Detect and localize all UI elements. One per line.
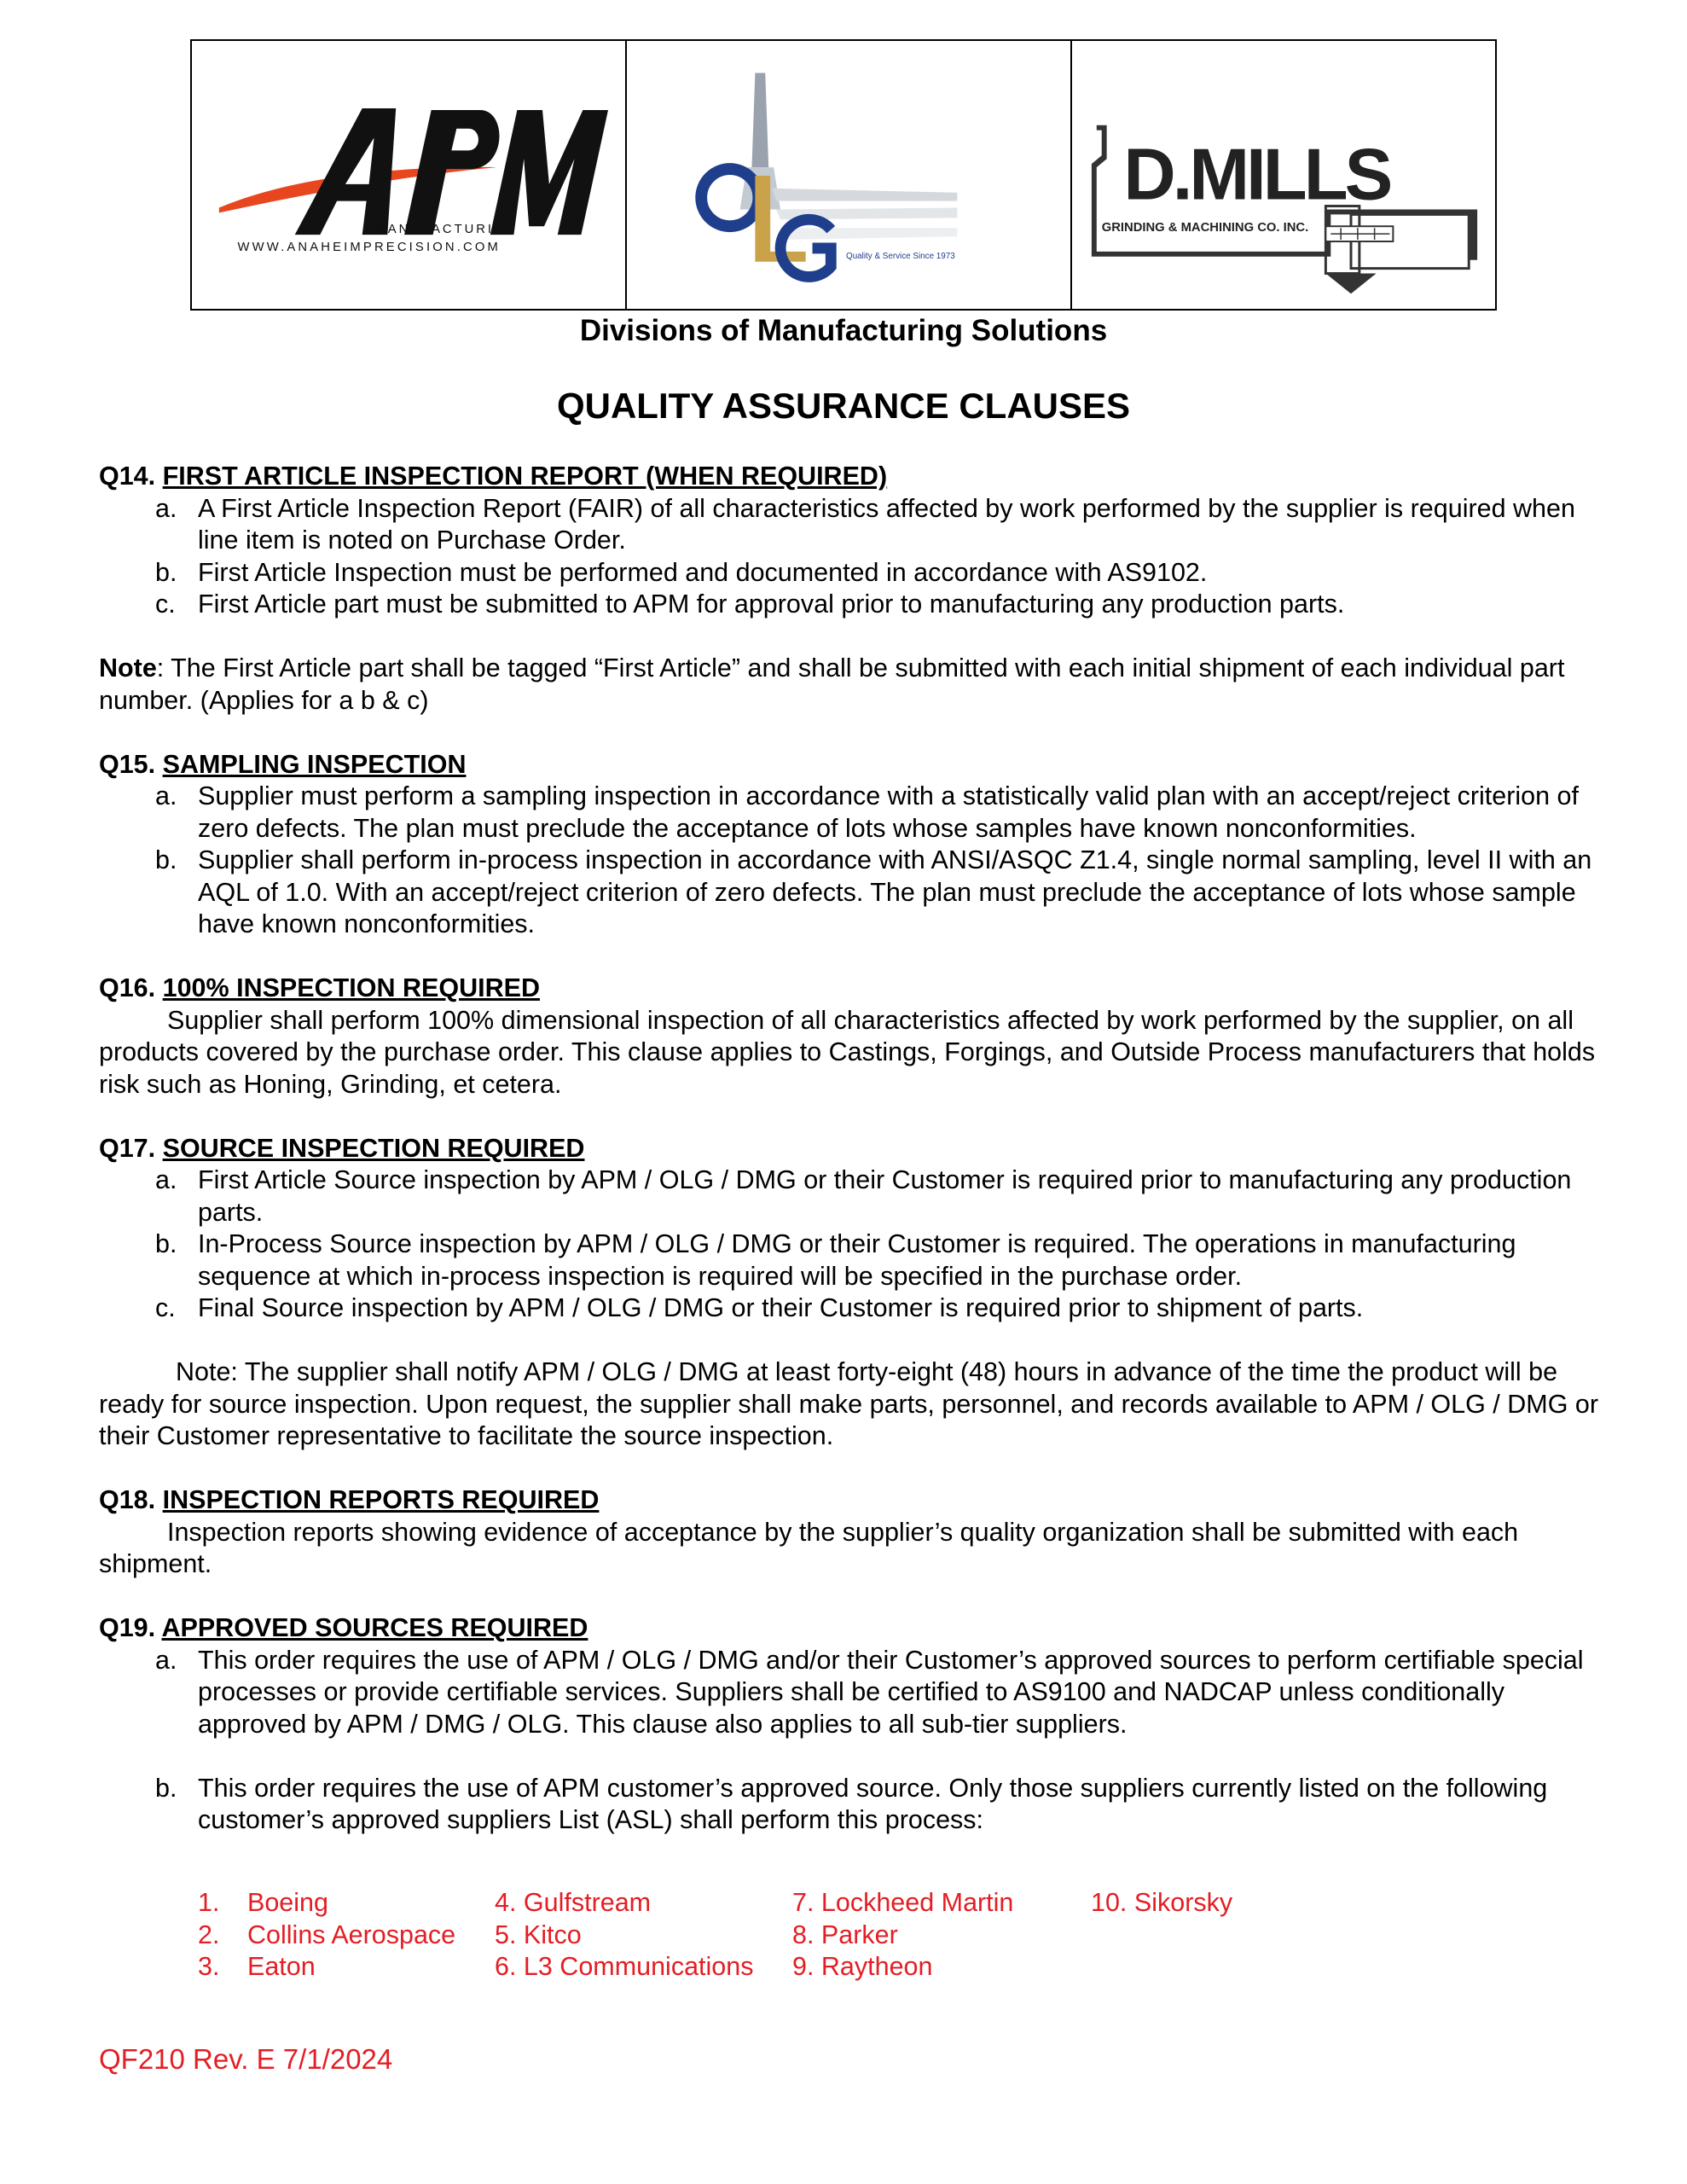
list-item [99,781,1600,845]
clause-text: Inspection reports showing evidence of acceptance by the supplier’s quality organization shall be submitted with each shipment. [99,1517,1519,1578]
clause-title: APPROVED SOURCES REQUIRED [161,1613,588,1642]
olg-tagline: Quality & Service Since 1973 [846,251,955,261]
item-label: a. [155,781,177,810]
clause-note [99,653,1600,717]
clause-q15 [99,749,1600,941]
divisions-heading: Divisions of Manufacturing Solutions [579,314,1108,347]
clause-heading [99,1612,1600,1645]
item-label: a. [155,1645,177,1675]
dmills-logo [1072,41,1495,309]
item-label: b. [155,1229,177,1258]
apm-logo-url: WWW.ANAHEIMPRECISION.COM [237,240,501,254]
olg-logo [627,41,1072,309]
asl-entry: 10. Sikorsky [1091,1888,1233,1917]
asl-column [495,1887,792,1984]
clause-q14 [99,461,1600,717]
asl-entry: 9. Raytheon [792,1952,933,1981]
item-label: b. [155,557,177,587]
clause-q18 [99,1484,1600,1581]
asl-column [198,1887,495,1984]
asl-entry: 3. Eaton [198,1952,316,1981]
dmills-name: D.MILLS [1123,133,1390,215]
clause-q16 [99,973,1600,1101]
clause-number: Q19. [99,1613,156,1642]
clause-text: Supplier shall perform 100% dimensional inspection of all characteristics affected by work performed by the supplier, on all products covered by the purchase order. This clause applies to Castings, Forgings, and Outside Process manufacturers that holds risk such as Honing, Grinding, et cetera. [99,1005,1596,1099]
asl-entry: 2. Collins Aerospace [198,1920,456,1949]
list-item [99,1228,1600,1292]
approved-supplier-list [198,1887,1261,1984]
item-label: a. [155,493,177,523]
list-item [99,589,1600,621]
item-text: First Article Source inspection by APM / OLG / DMG or their Customer is required prior to manufacturing any production parts. [198,1165,1572,1227]
dmills-sub: GRINDING & MACHINING CO. INC. [1101,221,1309,235]
item-text: Supplier shall perform in-process inspection in accordance with ANSI/ASQC Z1.4, single normal sampling, level II with an AQL of 1.0. With an accept/reject criterion of zero defects. The plan must preclude the acceptance of lots whose sample have known nonconformities. [198,845,1592,938]
asl-entry: 5. Kitco [495,1920,582,1949]
clause-number: Q14. [99,462,156,491]
clause-title: SAMPLING INSPECTION [162,749,467,779]
clause-heading [99,973,1600,1005]
list-item [99,1645,1600,1741]
page-title: QUALITY ASSURANCE CLAUSES [556,386,1131,426]
item-label: c. [155,590,176,619]
list-item [99,845,1600,941]
asl-entry: 8. Parker [792,1920,898,1949]
logo-table [190,39,1497,311]
item-text: Supplier must perform a sampling inspection in accordance with a statistically valid plan with an accept/reject criterion of zero defects. The plan must preclude the acceptance of lots whose samples have known nonconformities. [198,781,1579,843]
clause-title: FIRST ARTICLE INSPECTION REPORT (WHEN REQUIRED) [162,462,888,491]
list-item [99,1773,1600,1837]
clause-number: Q17. [99,1133,156,1163]
list-item [99,1292,1600,1325]
clause-number: Q16. [99,973,156,1002]
item-text: This order requires the use of APM customer’s approved source. Only those suppliers currently listed on the following customer’s approved suppliers List (ASL) shall perform this process: [198,1773,1548,1834]
item-text: Final Source inspection by APM / OLG / DMG or their Customer is required prior to shipment of parts. [198,1293,1364,1322]
asl-entry: 1. Boeing [198,1888,328,1917]
clause-q19 [99,1612,1600,1837]
clause-title: 100% INSPECTION REQUIRED [162,973,540,1002]
olg-logo-graphic [627,41,1070,309]
clause-number: Q18. [99,1485,156,1514]
list-item [99,1165,1600,1228]
item-text: A First Article Inspection Report (FAIR) of all characteristics affected by work performed by the supplier is required when line item is noted on Purchase Order. [198,493,1575,555]
clause-heading [99,1484,1600,1517]
asl-entry: 4. Gulfstream [495,1888,652,1917]
apm-logo-graphic [192,41,625,309]
form-revision: QF210 Rev. E 7/1/2024 [99,2043,393,2075]
item-text: In-Process Source inspection by APM / OLG / DMG or their Customer is required. The operations in manufacturing sequence at which in-process inspection is required will be specified in the purchase order. [198,1229,1516,1291]
clauses-content [99,461,1600,1837]
item-label: a. [155,1165,177,1194]
list-item [99,493,1600,557]
item-text: This order requires the use of APM / OLG / DMG and/or their Customer’s approved sources to perform certifiable special processes or provide certifiable services. Suppliers shall be certified to AS9100 and NADCAP unless conditionally approved by APM / DMG / OLG. This clause also applies to all sub-tier suppliers. [198,1645,1584,1739]
clause-heading [99,749,1600,781]
asl-entry: 6. L3 Communications [495,1952,754,1981]
asl-column [1091,1887,1261,1984]
clause-note: Note: The supplier shall notify APM / OLG / DMG at least forty-eight (48) hours in advance of the time the product will be ready for source inspection. Upon request, the supplier shall make parts, personnel, and records available to APM / OLG / DMG or their Customer representative to facilitate the source inspection. [99,1357,1599,1450]
item-text: First Article Inspection must be performed and documented in accordance with AS9102. [198,557,1208,587]
apm-logo [192,41,627,309]
clause-title: SOURCE INSPECTION REQUIRED [162,1133,585,1163]
note-label: Note [99,653,157,682]
asl-entry: 7. Lockheed Martin [792,1888,1014,1917]
asl-column [792,1887,1091,1984]
clause-q17 [99,1133,1600,1453]
item-label: b. [155,1773,177,1803]
item-label: b. [155,845,177,874]
clause-heading [99,461,1600,493]
clause-title: INSPECTION REPORTS REQUIRED [162,1485,600,1514]
list-item [99,557,1600,590]
note-text: : The First Article part shall be tagged “First Article” and shall be submitted with each initial shipment of each individual part number. (Applies for a b & c) [99,653,1565,715]
apm-logo-sub: MANUFACTURING [374,223,519,237]
item-text: First Article part must be submitted to APM for approval prior to manufacturing any production parts. [198,590,1345,619]
dmills-logo-graphic [1072,41,1495,309]
clause-heading [99,1133,1600,1165]
clause-number: Q15. [99,749,156,779]
item-label: c. [155,1293,176,1322]
